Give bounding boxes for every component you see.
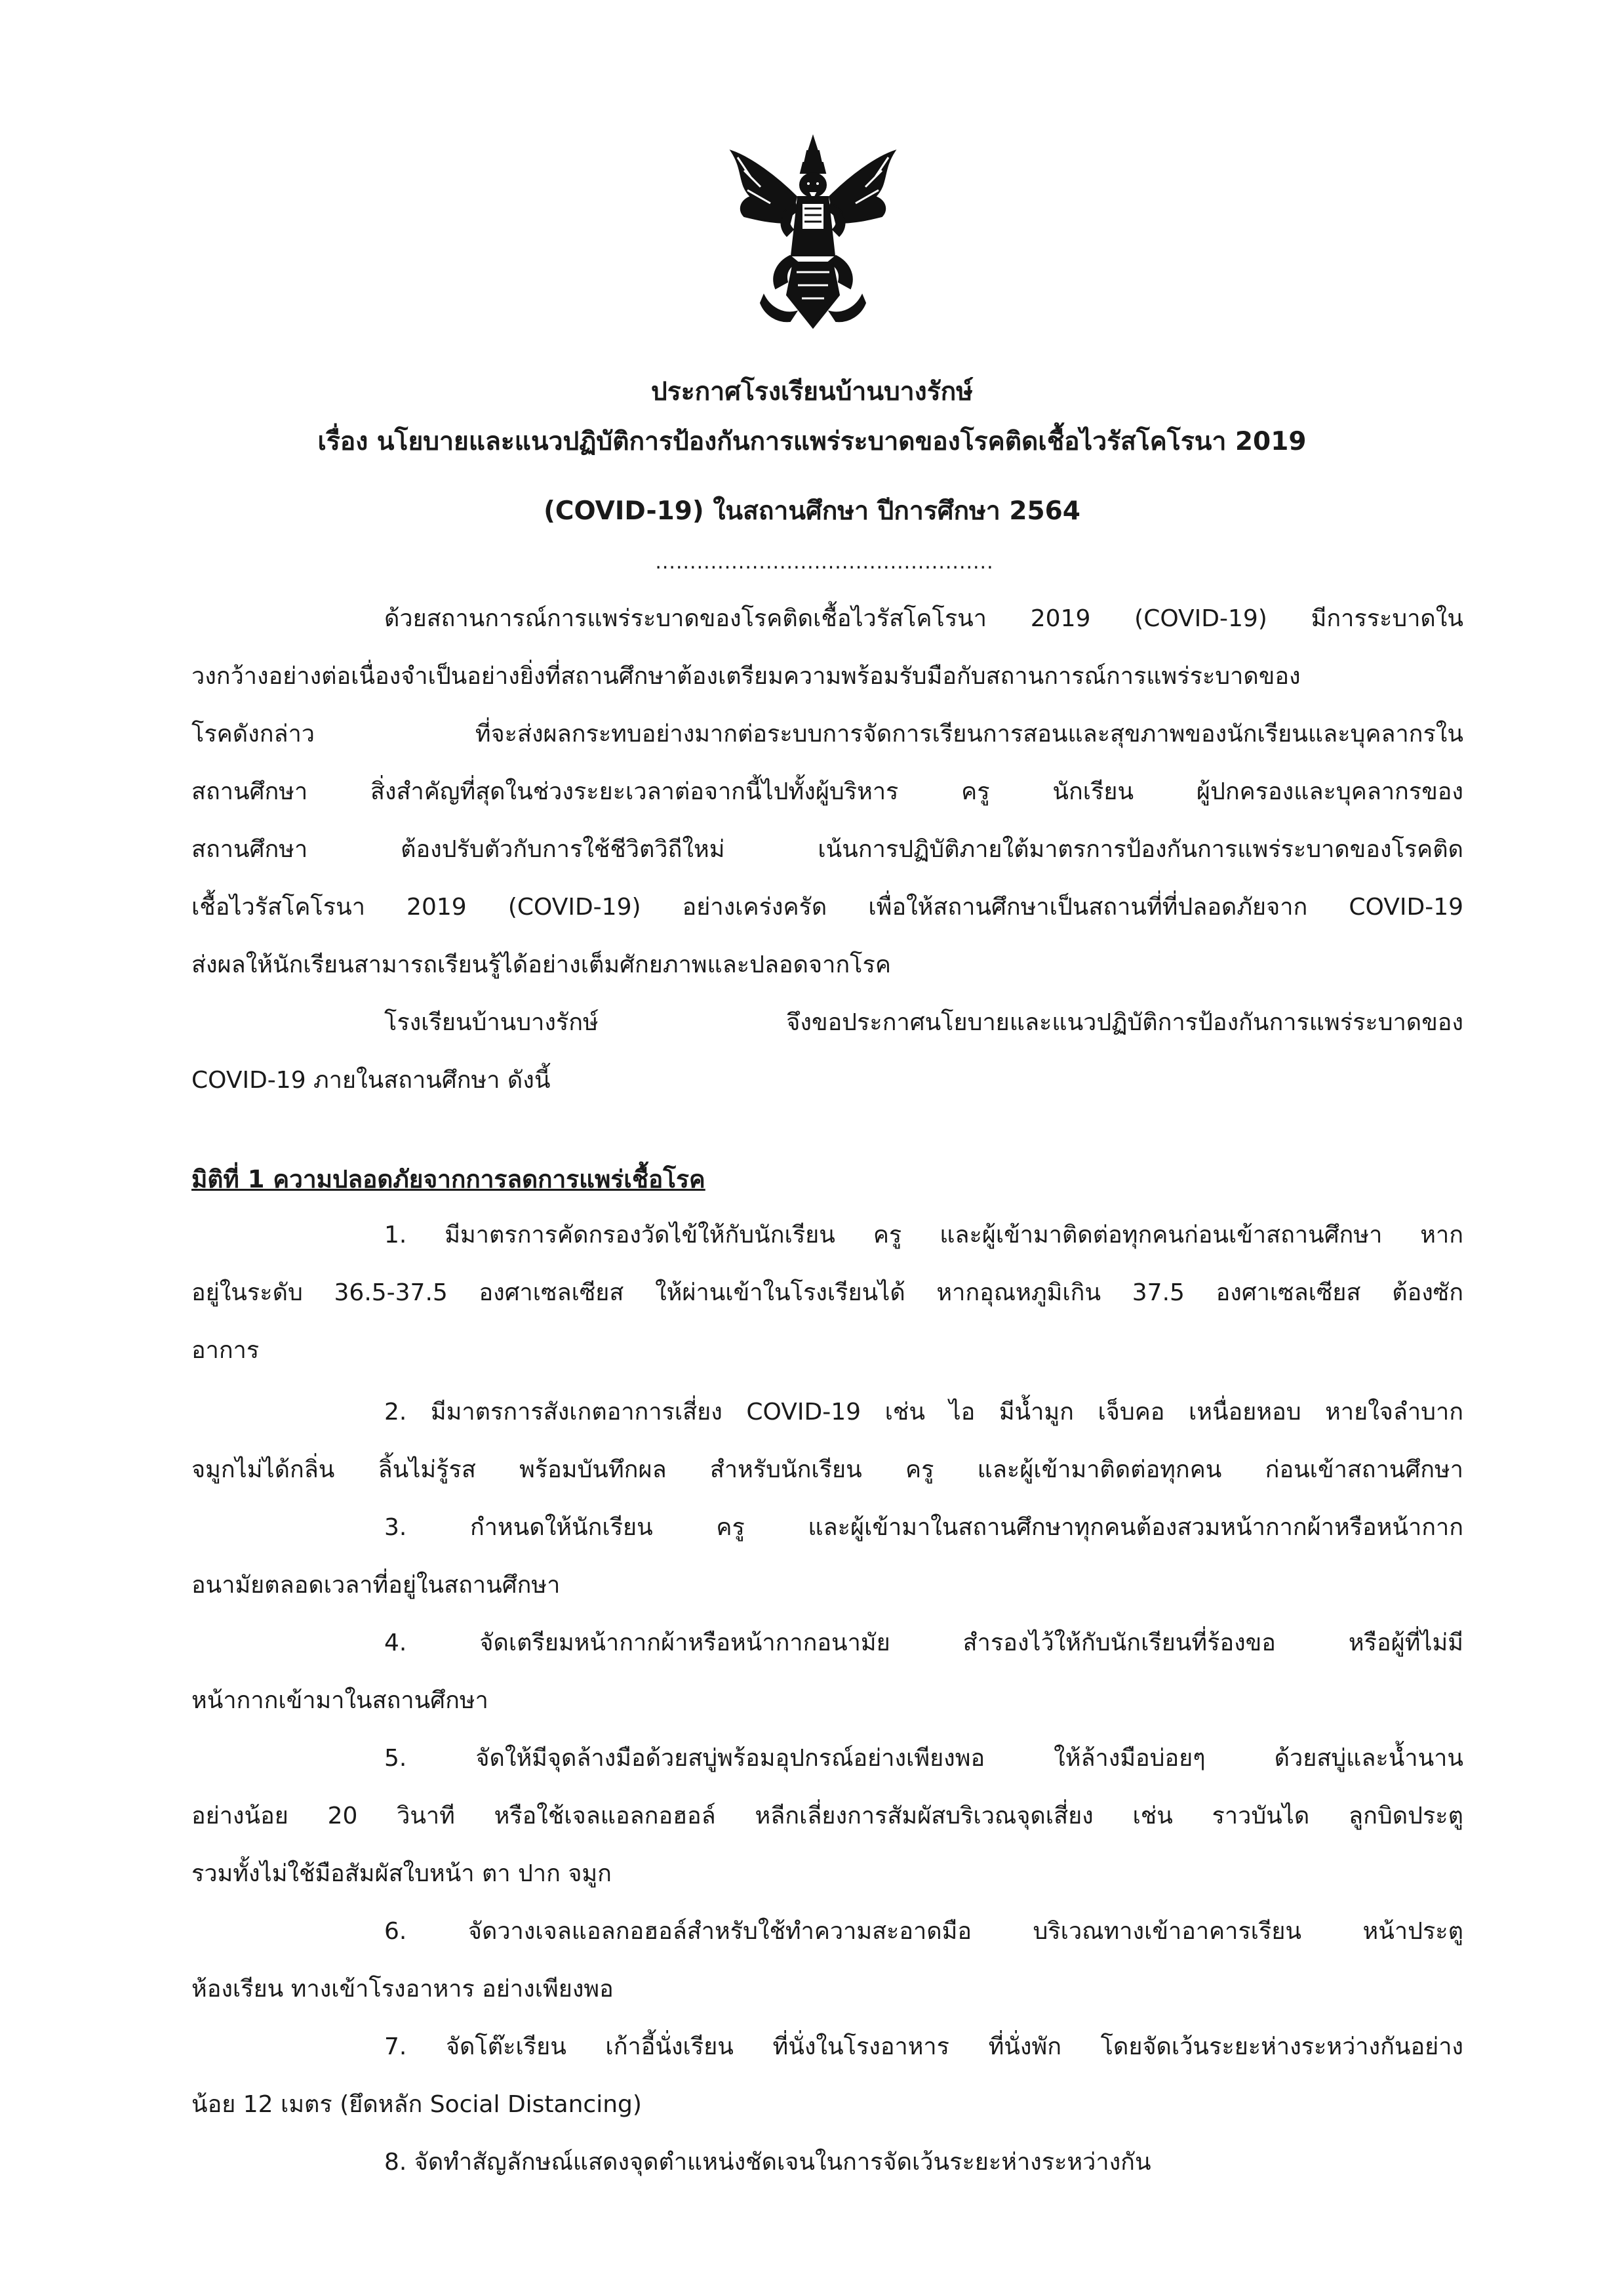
intro-line: ด้วยสถานการณ์การแพร่ระบาดของโรคติดเชื้อไวรัสโคโรนา 2019 (COVID-19) มีการระบาดใน [384, 605, 1463, 632]
measure-line: อาการ [191, 1337, 260, 1364]
section-heading: มิติที่ 1 ความปลอดภัยจากการลดการแพร่เชื้อโรค [191, 1165, 705, 1193]
separator-dots: ................................................. [655, 551, 994, 574]
intro-line: สถานศึกษา สิ่งสำคัญที่สุดในช่วงระยะเวลาต่อจากนี้ไปทั้งผู้บริหาร ครู นักเรียน ผู้ปกครองและบุคลากรของ [191, 778, 1463, 805]
measure-line: 4. จัดเตรียมหน้ากากผ้าหรือหน้ากากอนามัย สำรองไว้ให้กับนักเรียนที่ร้องขอ หรือผู้ที่ไม่มี [384, 1629, 1463, 1656]
measure-line: ห้องเรียน ทางเข้าโรงอาหาร อย่างเพียงพอ [191, 1976, 614, 2003]
intro-line: เชื้อไวรัสโคโรนา 2019 (COVID-19) อย่างเคร่งครัด เพื่อให้สถานศึกษาเป็นสถานที่ที่ปลอดภัยจาก COVID-19 [191, 894, 1463, 921]
measure-line: อนามัยตลอดเวลาที่อยู่ในสถานศึกษา [191, 1572, 561, 1599]
measure-line: 3. กำหนดให้นักเรียน ครู และผู้เข้ามาในสถานศึกษาทุกคนต้องสวมหน้ากากผ้าหรือหน้ากาก [384, 1514, 1463, 1541]
intro-line: โรคดังกล่าว ที่จะส่งผลกระทบอย่างมากต่อระบบการจัดการเรียนการสอนและสุขภาพของนักเรียนและบุคลากรใน [191, 721, 1463, 748]
measure-line: อยู่ในระดับ 36.5-37.5 องศาเซลเซียส ให้ผ่านเข้าในโรงเรียนได้ หากอุณหภูมิเกิน 37.5 องศาเซลเซียส ต้องซัก [191, 1279, 1463, 1306]
measure-line: น้อย 12 เมตร (ยึดหลัก Social Distancing) [191, 2091, 642, 2118]
measure-line: 7. จัดโต๊ะเรียน เก้าอี้นั่งเรียน ที่นั่งในโรงอาหาร ที่นั่งพัก โดยจัดเว้นระยะห่างระหว่างกันอย่าง [384, 2033, 1463, 2060]
intro-line: สถานศึกษา ต้องปรับตัวกับการใช้ชีวิตวิถีใหม่ เน้นการปฏิบัติภายใต้มาตรการป้องกันการแพร่ระบาดของโรคติด [191, 836, 1463, 863]
measure-line: รวมทั้งไม่ใช้มือสัมผัสใบหน้า ตา ปาก จมูก [191, 1860, 612, 1887]
intro-line: COVID-19 ภายในสถานศึกษา ดังนี้ [191, 1067, 551, 1094]
measure-line: 8. จัดทำสัญลักษณ์แสดงจุดตำแหน่งชัดเจนในการจัดเว้นระยะห่างระหว่างกัน [384, 2149, 1151, 2176]
measure-line: จมูกไม่ได้กลิ่น ลิ้นไม่รู้รส พร้อมบันทึกผล สำหรับนักเรียน ครู และผู้เข้ามาติดต่อทุกคน ก่อนเข้าสถานศึกษา [191, 1456, 1463, 1483]
intro-line: ส่งผลให้นักเรียนสามารถเรียนรู้ได้อย่างเต็มศักยภาพและปลอดจากโรค [191, 951, 891, 978]
measure-line: 5. จัดให้มีจุดล้างมือด้วยสบู่พร้อมอุปกรณ์อย่างเพียงพอ ให้ล้างมือบ่อยๆ ด้วยสบู่และน้ำนาน [384, 1745, 1463, 1772]
document-title: ประกาศโรงเรียนบ้านบางรักษ์ [651, 377, 973, 407]
measure-line: อย่างน้อย 20 วินาที หรือใช้เจลแอลกอฮอล์ หลีกเลี่ยงการสัมผัสบริเวณจุดเสี่ยง เช่น ราวบันได ลูกบิดประตู [191, 1803, 1463, 1829]
measure-line: 1. มีมาตรการคัดกรองวัดไข้ให้กับนักเรียน ครู และผู้เข้ามาติดต่อทุกคนก่อนเข้าสถานศึกษา หาก [384, 1222, 1463, 1248]
intro-line: วงกว้างอย่างต่อเนื่องจำเป็นอย่างยิ่งที่สถานศึกษาต้องเตรียมความพร้อมรับมือกับสถานการณ์การแพร่ระบาดของ [191, 663, 1301, 690]
document-subject-continued: (COVID-19) ในสถานศึกษา ปีการศึกษา 2564 [544, 496, 1080, 526]
measure-line: 2. มีมาตรการสังเกตอาการเสี่ยง COVID-19 เช่น ไอ มีน้ำมูก เจ็บคอ เหนื่อยหอบ หายใจลำบาก [384, 1399, 1463, 1426]
garuda-emblem-icon [724, 131, 901, 341]
measure-line: 6. จัดวางเจลแอลกอฮอล์สำหรับใช้ทำความสะอาดมือ บริเวณทางเข้าอาคารเรียน หน้าประตู [384, 1918, 1463, 1945]
intro-line: โรงเรียนบ้านบางรักษ์ จึงขอประกาศนโยบายและแนวปฏิบัติการป้องกันการแพร่ระบาดของ [384, 1009, 1463, 1036]
document-subject: เรื่อง นโยบายและแนวปฏิบัติการป้องกันการแพร่ระบาดของโรคติดเชื้อไวรัสโคโรนา 2019 [317, 427, 1307, 456]
measure-line: หน้ากากเข้ามาในสถานศึกษา [191, 1687, 488, 1714]
